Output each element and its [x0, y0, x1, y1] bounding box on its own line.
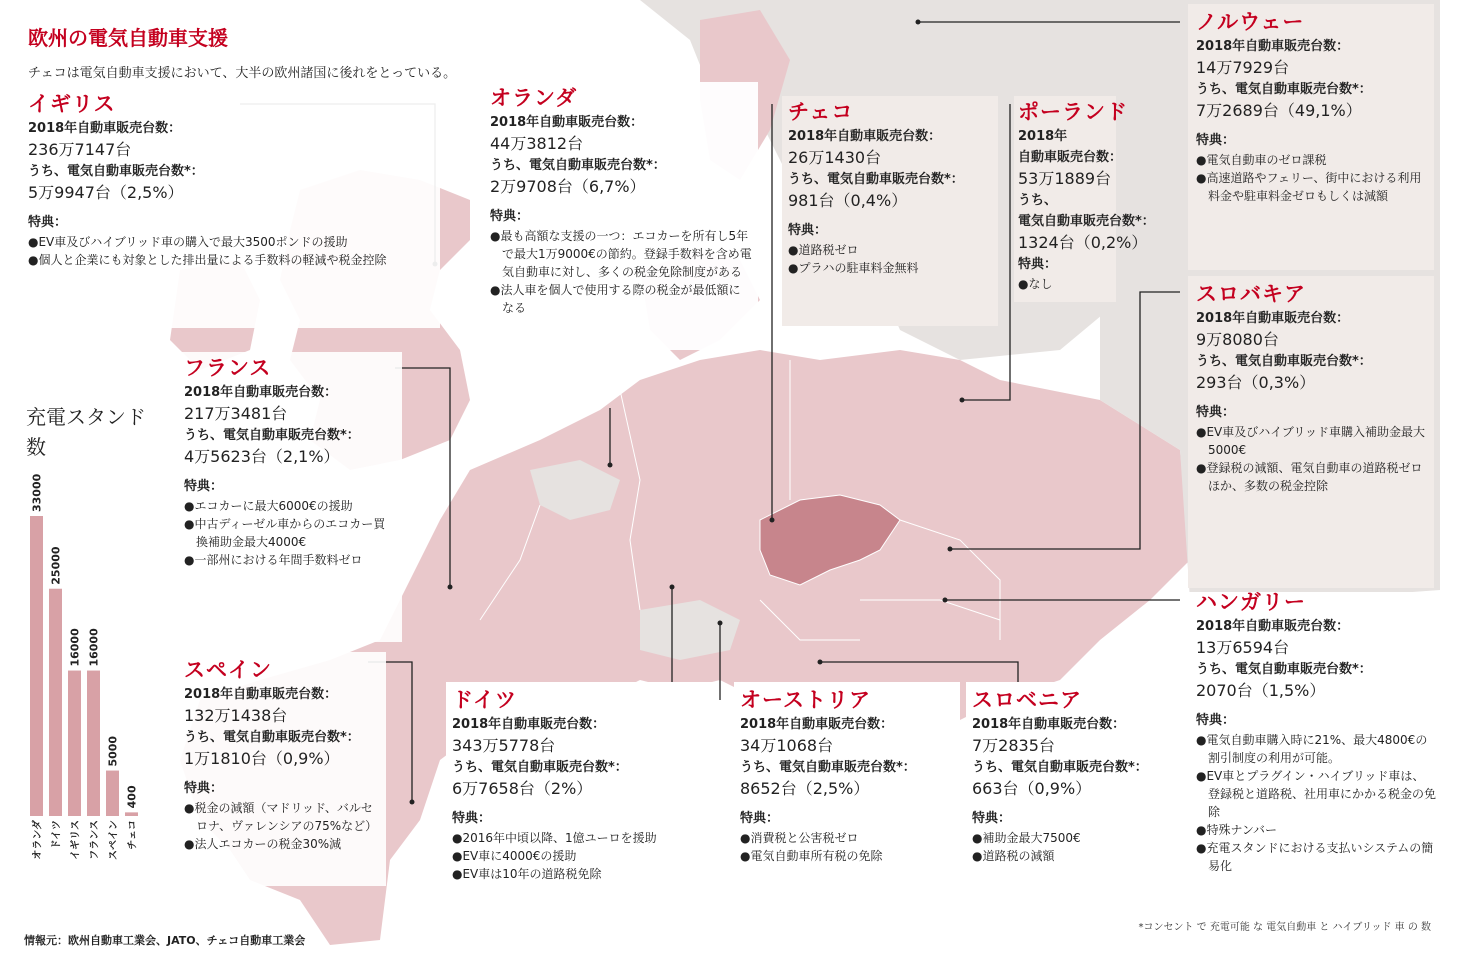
ev-label: うち、電気自動車販売台数*：	[788, 172, 964, 187]
ev-value: 1324台（0,2%）	[1018, 233, 1148, 252]
value-label-1: 25000	[49, 546, 63, 585]
benefit-item: ●個人と企業にも対象とした排出量による手数料の軽減や税金控除	[28, 253, 387, 267]
page-subtitle: チェコは電気自動車支援において、大半の欧州諸国に後れをとっている。	[28, 66, 457, 81]
country-panel-fr	[184, 354, 396, 569]
country-name: フランス	[184, 356, 272, 380]
value-label-5: 400	[125, 785, 139, 809]
country-panel-cz	[788, 98, 994, 277]
sales-label: 2018年	[1018, 129, 1068, 144]
benefit-item: ●税金の減額（マドリッド、バルセロナ、ヴァレンシアの75%など）	[184, 801, 378, 833]
sales-label: 2018年自動車販売台数：	[184, 687, 338, 702]
country-name: チェコ	[788, 100, 854, 124]
ev-value: 2万9708台（6,7%）	[490, 177, 646, 196]
country-name: ドイツ	[452, 688, 517, 712]
benefit-item: ●電気自動車所有税の免除	[740, 849, 883, 863]
country-name: ノルウェー	[1196, 10, 1305, 34]
value-label-4: 5000	[106, 735, 120, 767]
category-label-0: オランダ	[32, 820, 44, 860]
benefit-item: ●高速道路やフェリー、街中における利用料金や駐車料金ゼロもしくは減額	[1196, 171, 1422, 203]
benefit-item: ●一部州における年間手数料ゼロ	[184, 553, 363, 567]
sales-value: 7万2835台	[972, 736, 1055, 755]
value-label-2: 16000	[68, 628, 82, 667]
category-label-5: チェコ	[127, 820, 139, 850]
benefits-label: 特典：	[1018, 257, 1058, 272]
sales-value: 53万1889台	[1018, 169, 1112, 188]
ev-label: うち、電気自動車販売台数*：	[184, 428, 360, 443]
sales-value: 343万5778台	[452, 736, 556, 755]
sales-label: 2018年自動車販売台数：	[1196, 619, 1350, 634]
value-label-0: 33000	[30, 473, 44, 512]
country-panel-sk	[1196, 280, 1432, 495]
benefits-label: 特典：	[184, 781, 224, 796]
benefit-item: ●電気自動車購入時に21%、最大4800€の割引制度の利用が可能。	[1196, 733, 1428, 765]
country-panel-de	[452, 686, 714, 883]
sales-value: 44万3812台	[490, 134, 584, 153]
benefit-item: ●EV車は10年の道路税免除	[452, 867, 602, 881]
sales-label: 2018年自動車販売台数：	[740, 717, 894, 732]
sales-value: 34万1068台	[740, 736, 834, 755]
ev-label: うち、電気自動車販売台数*：	[1196, 662, 1372, 677]
country-name: スペイン	[184, 658, 272, 682]
country-panel-at	[740, 686, 956, 865]
ev-label: うち、電気自動車販売台数*：	[1196, 82, 1372, 97]
country-panel-hu	[1196, 588, 1436, 875]
sales-value: 9万8080台	[1196, 330, 1279, 349]
benefit-item: ●補助金最大7500€	[972, 831, 1081, 845]
benefit-item: ●2016年中頃以降、1億ユーロを援助	[452, 831, 657, 845]
source-note: 情報元：欧州自動車工業会、JATO、チェコ自動車工業会	[24, 934, 306, 947]
country-panel-nl	[490, 84, 752, 317]
bar-4	[106, 771, 119, 816]
benefit-item: ●法人エコカーの税金30%減	[184, 837, 342, 851]
benefits-label: 特典：	[184, 479, 224, 494]
benefits-label: 特典：	[1196, 713, 1236, 728]
country-name: ポーランド	[1018, 100, 1128, 124]
sales-label: 2018年自動車販売台数：	[490, 115, 644, 130]
ev-value: 1万1810台（0,9%）	[184, 749, 340, 768]
benefits-label: 特典：	[972, 811, 1012, 826]
ev-label: うち、電気自動車販売台数*：	[1196, 354, 1372, 369]
ev-value: 7万2689台（49,1%）	[1196, 101, 1362, 120]
country-panel-si	[972, 686, 1176, 865]
benefits-label: 特典：	[452, 811, 492, 826]
benefit-item: ●EV車とプラグイン・ハイブリッド車は、登録税と道路税、社用車にかかる税金の免除	[1196, 769, 1437, 819]
benefits-label: 特典：	[1196, 405, 1236, 420]
ev-label: 電気自動車販売台数*：	[1018, 214, 1155, 229]
sales-label: 自動車販売台数：	[1018, 150, 1123, 165]
category-label-3: フランス	[89, 820, 101, 860]
sales-label: 2018年自動車販売台数：	[452, 717, 606, 732]
benefit-item: ●特殊ナンバー	[1196, 823, 1278, 837]
ev-label: うち、電気自動車販売台数*：	[184, 730, 360, 745]
country-name: オーストリア	[740, 688, 871, 712]
bar-1	[49, 589, 62, 816]
benefit-item: ●道路税ゼロ	[788, 243, 859, 257]
benefit-item: ●電気自動車のゼロ課税	[1196, 153, 1327, 167]
benefit-item: ●EV車及びハイブリッド車の購入で最大3500ポンドの援助	[28, 235, 348, 249]
ev-value: 5万9947台（2,5%）	[28, 183, 184, 202]
sales-label: 2018年自動車販売台数：	[1196, 39, 1350, 54]
benefit-item: ●なし	[1018, 277, 1053, 291]
category-label-2: イギリス	[70, 820, 82, 860]
chart-title: 充電スタンド数	[26, 405, 146, 459]
footnote: *コンセント で 充電可能 な 電気自動車 と ハイブリッド 車 の 数	[1138, 922, 1431, 933]
page-title: 欧州の電気自動車支援	[28, 26, 228, 50]
sales-value: 236万7147台	[28, 140, 132, 159]
benefits-label: 特典：	[740, 811, 780, 826]
bar-0	[30, 516, 43, 816]
country-name: オランダ	[490, 86, 578, 110]
benefit-item: ●中古ディーゼル車からのエコカー買換補助金最大4000€	[184, 517, 386, 549]
sales-label: 2018年自動車販売台数：	[184, 385, 338, 400]
ev-label: うち、電気自動車販売台数*：	[740, 760, 916, 775]
country-name: ハンガリー	[1196, 590, 1306, 614]
ev-label: うち、電気自動車販売台数*：	[490, 158, 666, 173]
ev-value: 8652台（2,5%）	[740, 779, 870, 798]
benefit-item: ●最も高額な支援の一つ：エコカーを所有し5年で最大1万9000€の節約。登録手数料を含め電気自動車に対し、多くの税金免除制度がある	[490, 229, 752, 279]
country-name: スロベニア	[972, 688, 1082, 712]
country-name: イギリス	[28, 92, 116, 116]
value-label-3: 16000	[87, 628, 101, 667]
sales-value: 217万3481台	[184, 404, 288, 423]
benefit-item: ●エコカーに最大6000€の援助	[184, 499, 353, 513]
benefits-label: 特典：	[490, 209, 530, 224]
benefit-item: ●法人車を個人で使用する際の税金が最低額になる	[490, 283, 741, 315]
ev-value: 6万7658台（2%）	[452, 779, 593, 798]
benefit-item: ●道路税の減額	[972, 849, 1055, 863]
benefit-item: ●登録税の減額、電気自動車の道路税ゼロほか、多数の税金控除	[1196, 461, 1423, 493]
benefit-item: ●EV車に4000€の援助	[452, 849, 577, 863]
ev-value: 2070台（1,5%）	[1196, 681, 1326, 700]
ev-label: うち、	[1018, 193, 1058, 208]
country-panel-no	[1196, 8, 1432, 205]
ev-label: うち、電気自動車販売台数*：	[28, 164, 204, 179]
benefit-item: ●充電スタンドにおける支払いシステムの簡易化	[1196, 841, 1434, 873]
sales-label: 2018年自動車販売台数：	[972, 717, 1126, 732]
benefits-label: 特典：	[1196, 133, 1236, 148]
sales-label: 2018年自動車販売台数：	[28, 121, 182, 136]
ev-value: 663台（0,9%）	[972, 779, 1092, 798]
country-name: スロバキア	[1196, 282, 1306, 306]
benefits-label: 特典：	[28, 215, 68, 230]
category-label-4: スペイン	[108, 820, 120, 860]
ev-label: うち、電気自動車販売台数*：	[972, 760, 1148, 775]
ev-label: うち、電気自動車販売台数*：	[452, 760, 628, 775]
sales-value: 14万7929台	[1196, 58, 1290, 77]
bar-2	[68, 671, 81, 816]
sales-value: 132万1438台	[184, 706, 288, 725]
country-panel-es	[184, 656, 384, 853]
bar-3	[87, 671, 100, 816]
sales-label: 2018年自動車販売台数：	[1196, 311, 1350, 326]
benefits-label: 特典：	[788, 223, 828, 238]
ev-value: 981台（0,4%）	[788, 191, 908, 210]
benefit-item: ●消費税と公害税ゼロ	[740, 831, 859, 845]
sales-value: 26万1430台	[788, 148, 882, 167]
benefit-item: ●EV車及びハイブリッド車購入補助金最大 5000€	[1196, 425, 1425, 457]
category-label-1: ドイツ	[51, 820, 63, 850]
bar-5	[125, 812, 138, 816]
country-panel-uk	[28, 90, 428, 269]
benefit-item: ●プラハの駐車料金無料	[788, 261, 919, 275]
ev-value: 293台（0,3%）	[1196, 373, 1316, 392]
sales-value: 13万6594台	[1196, 638, 1290, 657]
ev-value: 4万5623台（2,1%）	[184, 447, 340, 466]
charging-station-chart	[20, 460, 160, 880]
sales-label: 2018年自動車販売台数：	[788, 129, 942, 144]
country-panel-pl	[1018, 98, 1188, 293]
